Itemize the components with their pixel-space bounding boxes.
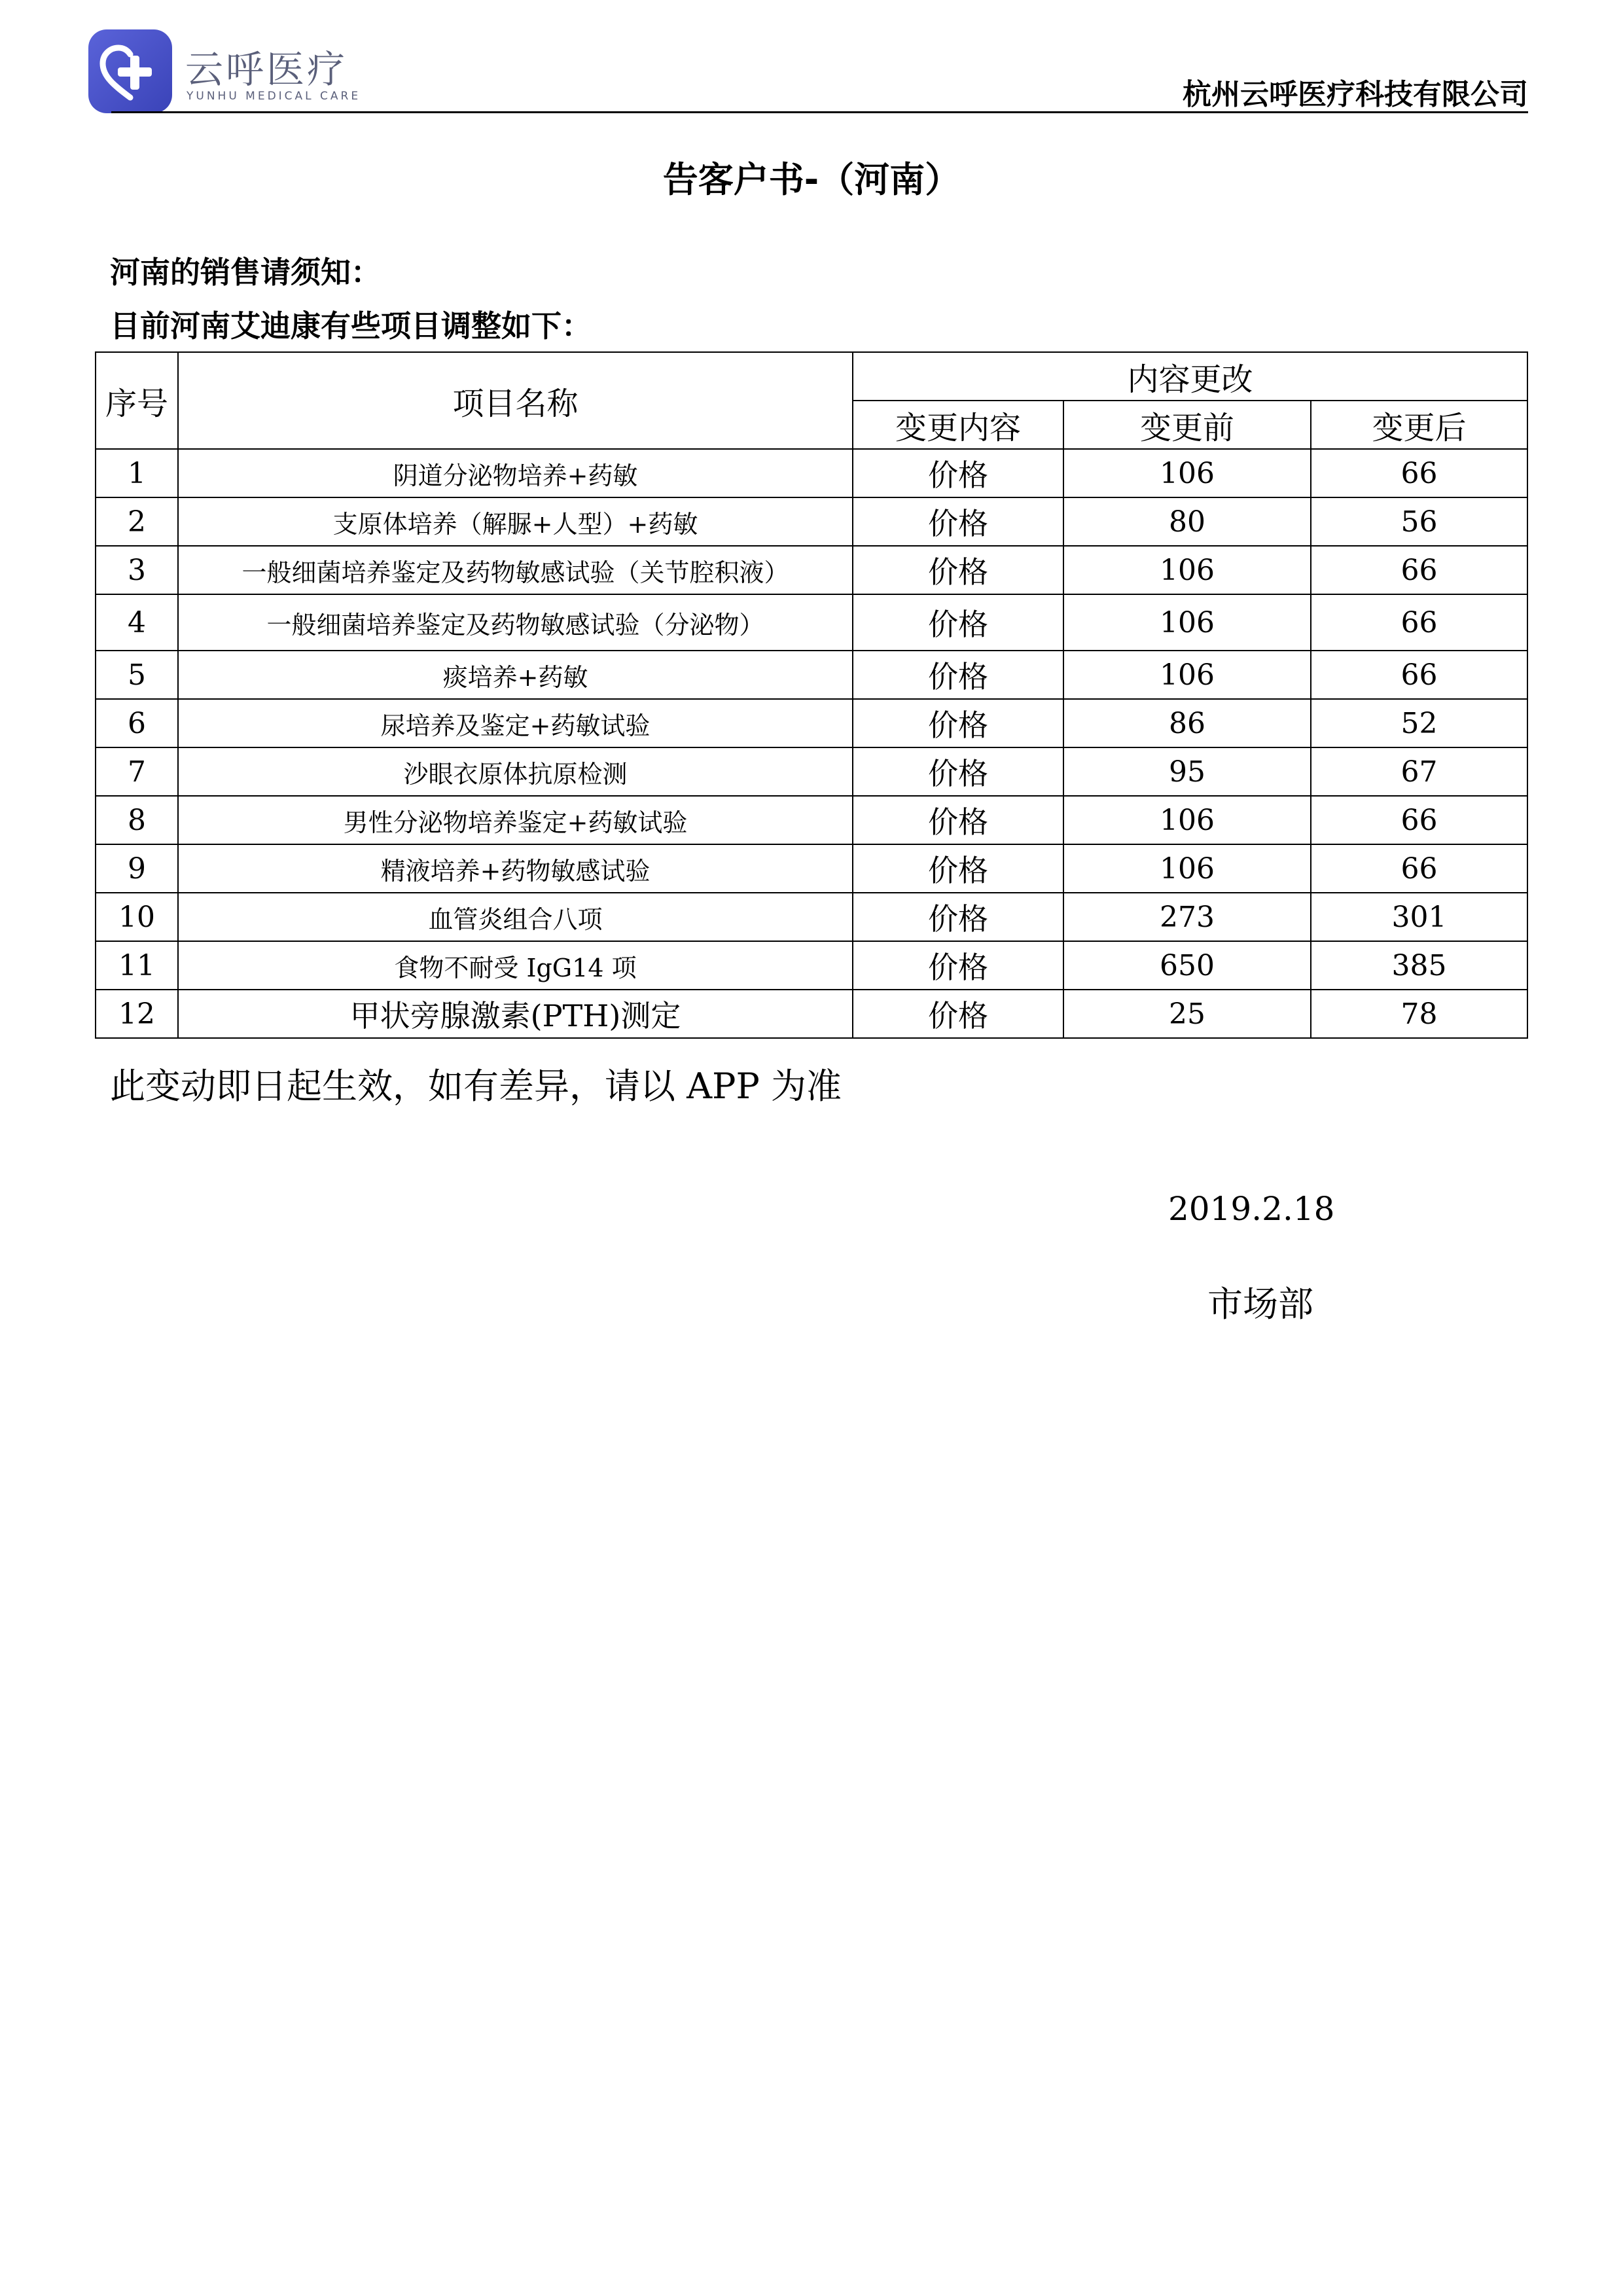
row-after-price: 385	[1311, 941, 1527, 990]
row-before-price: 86	[1063, 699, 1311, 747]
header-before: 变更前	[1063, 401, 1311, 449]
table-row	[96, 651, 1527, 699]
row-change-type: 价格	[853, 796, 1063, 844]
row-after-price: 66	[1311, 594, 1527, 651]
logo-subtitle: YUNHU MEDICAL CARE	[187, 90, 361, 103]
row-after-price: 301	[1311, 893, 1527, 941]
logo-name: 云呼医疗	[185, 47, 348, 92]
row-item-name: 阴道分泌物培养+药敏	[178, 449, 853, 497]
row-before-price: 80	[1063, 497, 1311, 546]
row-change-type: 价格	[853, 449, 1063, 497]
row-before-price: 25	[1063, 990, 1311, 1038]
row-after-price: 52	[1311, 699, 1527, 747]
row-item-name: 支原体培养（解脲+人型）+药敏	[178, 497, 853, 546]
row-item-name: 血管炎组合八项	[178, 893, 853, 941]
row-change-type: 价格	[853, 844, 1063, 893]
row-change-type: 价格	[853, 699, 1063, 747]
row-number: 10	[96, 893, 178, 941]
row-number: 6	[96, 699, 178, 747]
row-item-name: 尿培养及鉴定+药敏试验	[178, 699, 853, 747]
issue-date: 2019.2.18	[1168, 1190, 1335, 1228]
header-divider	[111, 111, 1528, 113]
row-before-price: 273	[1063, 893, 1311, 941]
row-after-price: 66	[1311, 449, 1527, 497]
row-item-name: 甲状旁腺激素(PTH)测定	[178, 990, 853, 1038]
row-after-price: 56	[1311, 497, 1527, 546]
row-before-price: 106	[1063, 546, 1311, 594]
row-change-type: 价格	[853, 747, 1063, 796]
row-item-name: 一般细菌培养鉴定及药物敏感试验（分泌物）	[178, 594, 853, 651]
row-item-name: 男性分泌物培养鉴定+药敏试验	[178, 796, 853, 844]
row-item-name: 精液培养+药物敏感试验	[178, 844, 853, 893]
row-number: 7	[96, 747, 178, 796]
row-change-type: 价格	[853, 651, 1063, 699]
table-row	[96, 893, 1527, 941]
table-row	[96, 546, 1527, 594]
row-number: 1	[96, 449, 178, 497]
issuing-department: 市场部	[1207, 1283, 1313, 1325]
row-change-type: 价格	[853, 941, 1063, 990]
row-number: 4	[96, 594, 178, 651]
row-before-price: 106	[1063, 796, 1311, 844]
table-row	[96, 796, 1527, 844]
table-row	[96, 497, 1527, 546]
row-number: 8	[96, 796, 178, 844]
row-number: 2	[96, 497, 178, 546]
company-name: 杭州云呼医疗科技有限公司	[1183, 78, 1528, 111]
company-logo	[88, 29, 363, 115]
row-before-price: 106	[1063, 651, 1311, 699]
row-before-price: 106	[1063, 449, 1311, 497]
row-change-type: 价格	[853, 893, 1063, 941]
row-before-price: 106	[1063, 844, 1311, 893]
table-row	[96, 449, 1527, 497]
row-change-type: 价格	[853, 546, 1063, 594]
row-after-price: 66	[1311, 796, 1527, 844]
row-change-type: 价格	[853, 497, 1063, 546]
row-item-name: 痰培养+药敏	[178, 651, 853, 699]
row-change-type: 价格	[853, 990, 1063, 1038]
intro-line: 目前河南艾迪康有些项目调整如下：	[110, 308, 592, 344]
row-item-name: 沙眼衣原体抗原检测	[178, 747, 853, 796]
table-row	[96, 594, 1527, 651]
row-after-price: 66	[1311, 546, 1527, 594]
row-before-price: 106	[1063, 594, 1311, 651]
row-item-name: 一般细菌培养鉴定及药物敏感试验（关节腔积液）	[178, 546, 853, 594]
header-item-name: 项目名称	[178, 352, 853, 449]
table-row	[96, 844, 1527, 893]
row-after-price: 78	[1311, 990, 1527, 1038]
row-after-price: 66	[1311, 844, 1527, 893]
table-row	[96, 990, 1527, 1038]
row-change-type: 价格	[853, 594, 1063, 651]
row-number: 5	[96, 651, 178, 699]
table-row	[96, 747, 1527, 796]
row-number: 11	[96, 941, 178, 990]
document-title: 告客户书-（河南）	[662, 159, 961, 200]
row-number: 9	[96, 844, 178, 893]
table-row	[96, 941, 1527, 990]
row-number: 12	[96, 990, 178, 1038]
row-after-price: 67	[1311, 747, 1527, 796]
effective-notice: 此变动即日起生效，如有差异，请以 APP 为准	[110, 1066, 842, 1107]
row-before-price: 650	[1063, 941, 1311, 990]
row-item-name: 食物不耐受 IgG14 项	[178, 941, 853, 990]
header-change-type: 变更内容	[853, 401, 1063, 449]
table-row	[96, 699, 1527, 747]
intro-line: 河南的销售请须知：	[110, 255, 381, 290]
header-no: 序号	[96, 352, 178, 449]
table-body	[96, 449, 1527, 1038]
header-change-group: 内容更改	[853, 352, 1527, 401]
cross-heart-icon	[88, 29, 172, 113]
price-change-table	[95, 351, 1528, 1039]
header-after: 变更后	[1311, 401, 1527, 449]
row-before-price: 95	[1063, 747, 1311, 796]
row-number: 3	[96, 546, 178, 594]
row-after-price: 66	[1311, 651, 1527, 699]
